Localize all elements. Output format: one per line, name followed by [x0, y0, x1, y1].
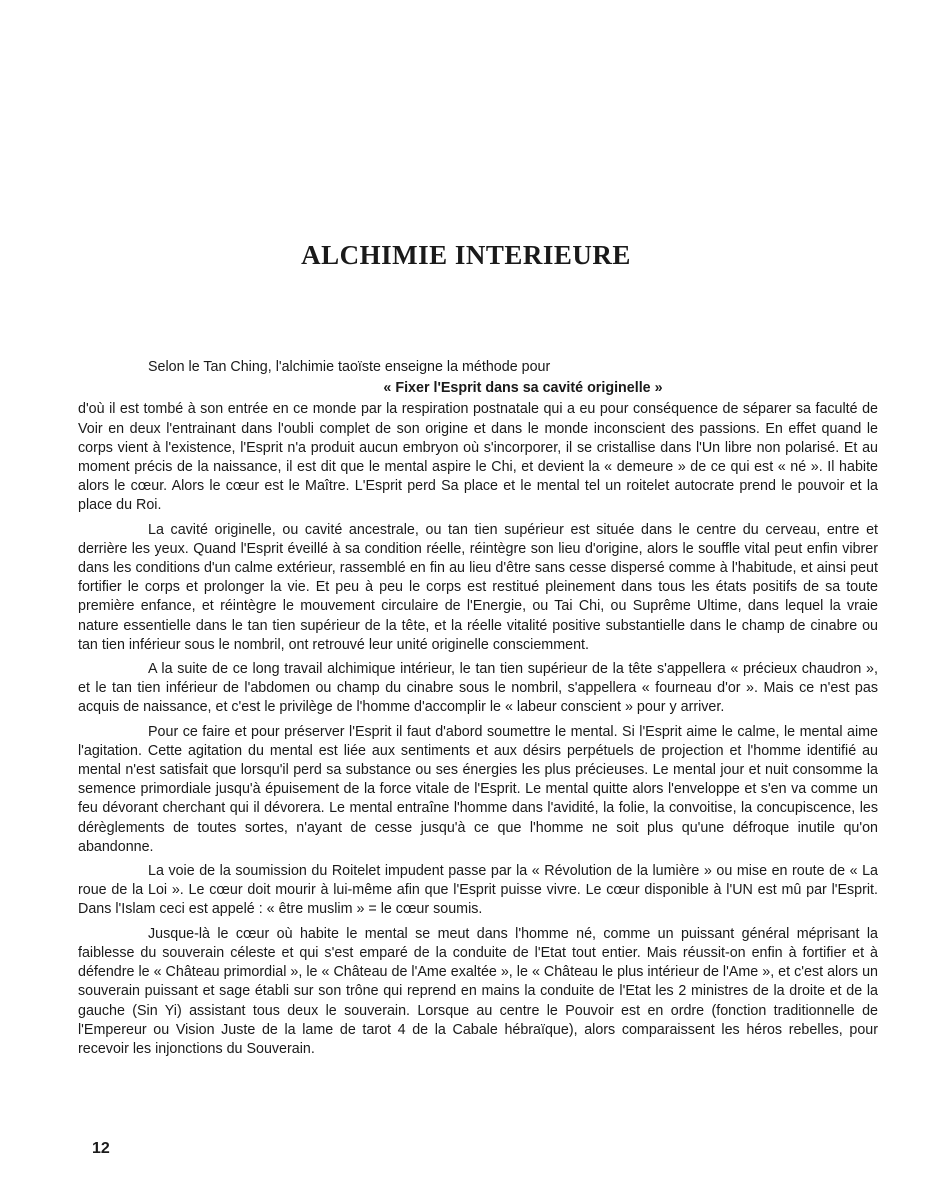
chapter-body	[78, 358, 878, 1059]
paragraph-5: La voie de la soumission du Roitelet impudent passe par la « Révolution de la lumière » ou mise en route de « La roue de la Loi ». Le cœur doit mourir à lui-même afin que l'Esprit puisse vivre. Le cœur disponible à l'UN est mû par l'Esprit. Dans l'Islam ceci est appelé : « être muslim » = le cœur soumis.	[78, 863, 878, 918]
paragraph-3: A la suite de ce long travail alchimique intérieur, le tan tien supérieur de la tête s'appellera « précieux chaudron », et le tan tien inférieur de l'abdomen ou champ du cinabre sous le nombril, s'appellera « fourneau d'or ». Mais ce n'est pas acquis de naissance, et c'est le privilège de l'homme d'accomplir le « labeur conscient » pour y arriver.	[78, 661, 878, 716]
chapter-title: ALCHIMIE INTERIEURE	[301, 240, 631, 270]
paragraph-6: Jusque-là le cœur où habite le mental se meut dans l'homme né, comme un puissant général méprisant la faiblesse du souverain céleste et qui s'est emparé de la conduite de l'Etat tout entier. Mais réussit-on enfin à fortifier et à défendre le « Château primordial », le « Château de l'Ame exaltée », le « Château le plus intérieur de l'Ame », et c'est alors un souverain puissant et sage établi sur son trône qui reprend en mains la conduite de l'Etat les 2 ministres de la droite et de la gauche (Sin Yi) assistant tous deux le souverain. Lorsque au centre le Pouvoir est en ordre (fonction traditionnelle de l'Empereur ou Vision Juste de la lame de tarot 4 de la Cabale hébraïque), alors comparaissent les héros rebelles, pour recevoir les injonctions du Souverain.	[78, 925, 878, 1057]
paragraph-2: La cavité originelle, ou cavité ancestrale, ou tan tien supérieur est située dans le centre du cerveau, entre et derrière les yeux. Quand l'Esprit éveillé à sa condition réelle, réintègre son lieu d'origine, alors le souffle vital peut enfin vibrer dans les conditions d'un calme extérieur, rassemblé en fin au lieu d'être sans cesse dispersé comme à l'habitude, et ainsi peut fortifier le corps et prolonger la vie. Et peu à peu le corps est restitué pleinement dans tous les états positifs de sa toute première enfance, et réintègre le mouvement circulaire de l'Energie, ou Tai Chi, ou Suprême Ultime, dans lequel la vraie nature essentielle dans le tan tien supérieur de la tête, et la réelle vitalité positive substantielle dans le champ de cinabre ou tan tien inférieur sous le nombril, ont retrouvé leur unité originelle consciemment.	[78, 521, 878, 653]
motto: « Fixer l'Esprit dans sa cavité originelle »	[383, 380, 663, 397]
intro-line: Selon le Tan Ching, l'alchimie taoïste enseigne la méthode pour	[148, 359, 551, 375]
page-number: 12	[92, 1140, 110, 1157]
paragraph-1: d'où il est tombé à son entrée en ce monde par la respiration postnatale qui a eu pour conséquence de séparer sa faculté de Voir en deux l'entrainant dans l'oubli complet de son origine et dans le monde inconscient des passions. En effet quand le corps vient à l'existence, l'Esprit n'a produit aucun embryon où s'incorporer, il se cristallise dans l'Un libre non polarisé. Et au moment précis de la naissance, il est dit que le mental aspire le Chi, et devient la « demeure » de ce qui est « né ». Il habite alors le cœur. Alors le cœur est le Maître. L'Esprit perd Sa place et le mental tel un roitelet autocrate prend le pouvoir et la place du Roi.	[78, 401, 878, 514]
paragraph-4: Pour ce faire et pour préserver l'Esprit il faut d'abord soumettre le mental. Si l'Esprit aime le calme, le mental aime l'agitation. Cette agitation du mental est liée aux sentiments et aux désirs perpétuels de projection et l'homme identifié au mental n'est satisfait que lorsqu'il perd sa substance ou ses énergies les plus précieuses. Le mental jour et nuit consomme la semence primordiale jusqu'à épuisement de la force vitale de l'Esprit. Le mental quitte alors l'enveloppe et s'en va comme un feu dévorant cherchant qui il dévorera. Le mental entraîne l'homme dans l'avidité, la folie, la convoitise, la concupiscence, les dérèglements de toutes sortes, n'ayant de cesse jusqu'à ce que l'homme ne soit plus qu'une défroque inutile qu'on abandonne.	[78, 723, 878, 855]
